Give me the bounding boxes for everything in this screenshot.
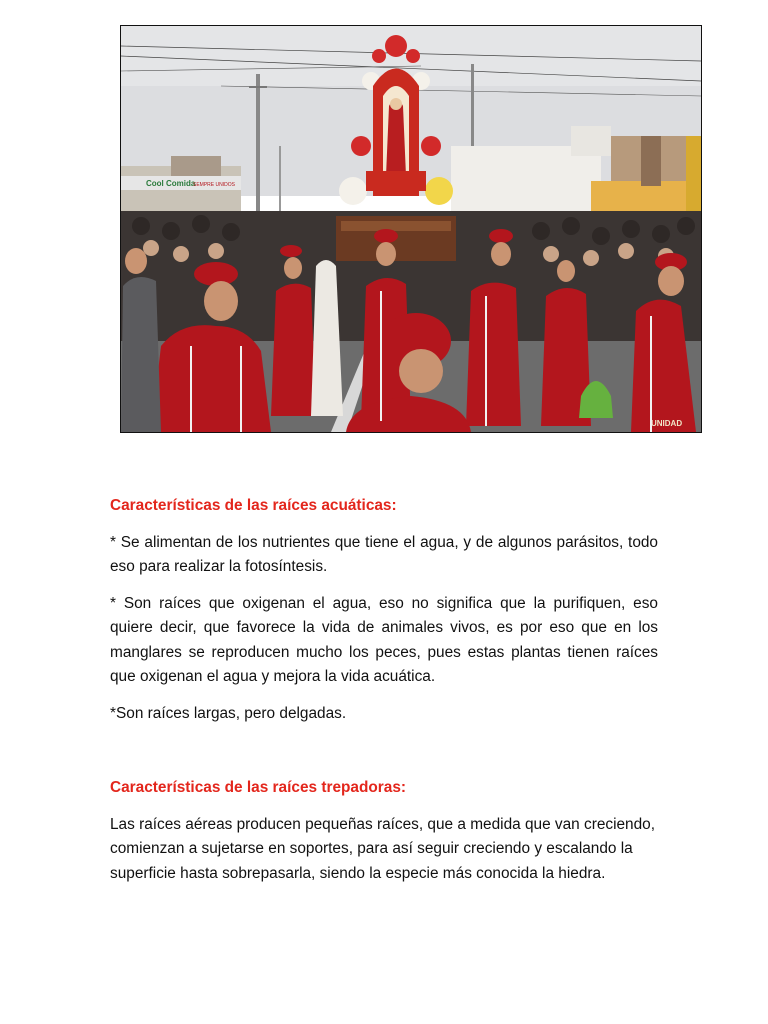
document-body: [110, 494, 658, 898]
paragraph: *Son raíces largas, pero delgadas.: [110, 704, 347, 722]
shop-sign-right: SEMPRE UNIDOS: [193, 182, 235, 188]
section-heading: Características de las raíces acuáticas:: [110, 497, 397, 514]
paragraph: Las raíces aéreas producen pequeñas raíces, que a medida que van creciendo, comienzan a sujetarse en soportes, para así seguir creciendo y escalando la superficie hasta sobrepasarla, siendo la especie más conocida la hiedra.: [110, 815, 656, 882]
shirt-label: UNIDAD: [651, 419, 683, 428]
paragraph: * Son raíces que oxigenan el agua, eso no significa que la purifiquen, eso quiere decir, que favorece la vida de animales vivos, es por eso que en los manglares se reproducen mucho los peces, pues estas plantas tienen raíces que oxigenan el agua y mejora la vida acuática.: [110, 594, 658, 685]
paragraph: * Se alimentan de los nutrientes que tiene el agua, y de algunos parásitos, todo eso para realizar la fotosíntesis.: [110, 533, 658, 575]
section-aquatic-roots: [110, 494, 658, 726]
section-climbing-roots: [110, 776, 658, 886]
shop-sign: Cool Comida: [146, 179, 196, 188]
procession-photo: [120, 25, 702, 433]
section-heading: Características de las raíces trepadoras:: [110, 779, 407, 796]
